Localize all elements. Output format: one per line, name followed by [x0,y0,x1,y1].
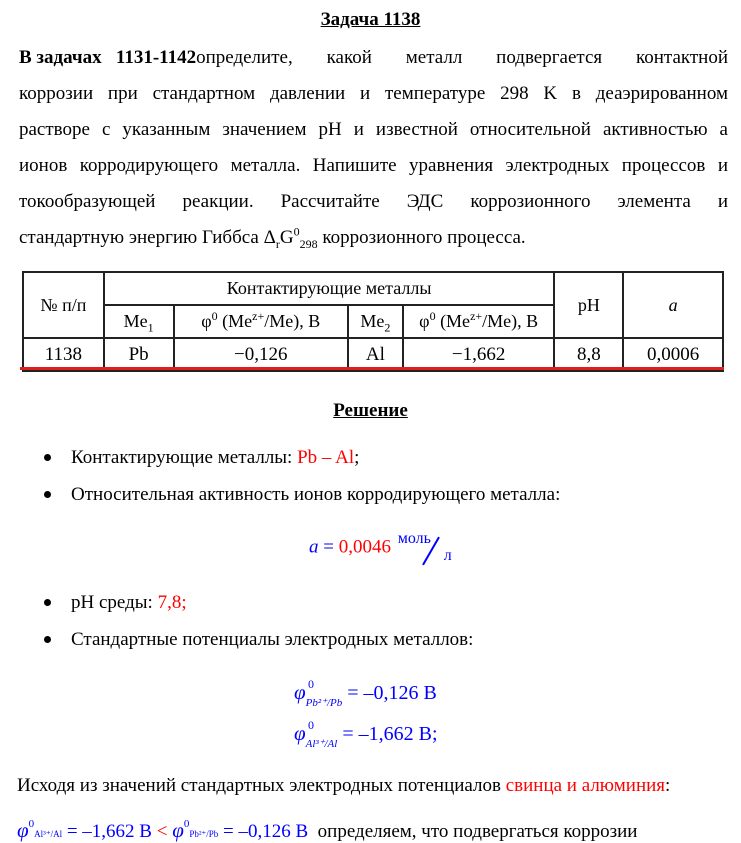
phi-al-sup: 0 [308,718,314,732]
phi-pb-value: = –0,126 B [342,682,437,704]
b1-value: Pb – Al [297,447,355,468]
bullet-activity [44,484,560,506]
activity-eq: = [318,536,339,558]
phi-al-symbol: φ [294,721,306,745]
task-line-1 [19,40,728,76]
unit-num: моль [397,530,431,547]
bullet-icon [44,636,51,643]
phi1-charge: z+ [252,309,265,323]
cell-me2: Al [348,338,403,371]
phi1-rest-a: (Me [217,311,253,331]
conclusion-metals: свинца и алюминия [505,775,666,796]
bullet-icon [44,491,51,498]
gibbs-post: коррозионного процесса. [317,227,526,248]
unit-fraction [396,530,456,566]
task-line-5: токообразующей реакции. Рассчитайте ЭДС коррозионного элемента и [19,191,728,212]
cmp-al-value: = –1,662 B [62,821,152,842]
cell-a: 0,0006 [623,338,723,371]
gibbs-sub-298: 298 [299,236,318,251]
phi2-rest-b: /Me), B [482,311,539,331]
phi-pb-symbol: φ [294,680,306,704]
header-contact-metals: Контактирующие металлы [104,272,555,305]
b1-label: Контактирующие металлы: [71,447,298,468]
header-me1 [104,305,174,338]
table-header-row-1 [23,272,723,305]
metals-table [22,271,724,372]
task-line-3: растворе с указанным значением pH и известной относительной активностью a [19,119,728,140]
task-line-2: коррозии при стандартном давлении и температуре 298 K в деаэрированном [19,83,728,104]
task-title: Задача 1138 [320,9,421,30]
activity-formula [309,530,456,566]
cell-phi2: −1,662 [403,338,555,371]
me1-text: Me [123,311,148,331]
gibbs-sub-r: r [275,236,280,251]
cmp-phi-pb-sub: Pb²⁺/Pb [189,829,219,839]
conclusion-end: : [665,775,671,796]
header-num: № п/п [23,272,104,338]
phi1-sup: 0 [211,309,218,323]
me2-sub: 2 [384,320,391,335]
cmp-phi-al: φ [17,818,29,842]
gibbs-sup: 0 [293,224,300,239]
cell-me1: Pb [104,338,174,371]
header-phi1 [174,305,348,338]
cmp-phi-al-sub: Al³⁺/Al [34,829,63,839]
header-me2 [348,305,403,338]
phi-pb-formula [294,677,437,709]
gibbs-g: G [279,227,294,248]
phi2-sup: 0 [429,309,436,323]
cell-ph: 8,8 [554,338,623,371]
solution-title: Решение [333,400,408,421]
header-phi2 [403,305,555,338]
task-range: В задачах 1131-1142 [19,47,197,68]
phi2-charge: z+ [470,309,483,323]
cell-phi1: −0,126 [174,338,348,371]
phi2-rest-a: (Me [435,311,471,331]
bullet-potentials [44,629,473,651]
cmp-phi-al-sup: 0 [28,818,35,830]
header-ph: pH [554,272,623,338]
b4-label: Стандартные потенциалы электродных металлов: [71,629,474,650]
cmp-phi-pb-sup: 0 [183,818,190,830]
bullet-icon [44,599,51,606]
task-line-4: ионов корродирующего металла. Напишите уравнения электродных процессов и [19,155,728,176]
cmp-text: определяем, что подвергаться коррозии [308,821,638,842]
phi1-rest-b: /Me), B [264,311,321,331]
b3-value: 7,8; [157,592,187,613]
bullet-icon [44,454,51,461]
bullet-contact-metals [44,447,359,469]
cmp-pb-value: = –0,126 B [218,821,309,842]
phi-pb-sup: 0 [308,677,314,691]
phi1-symbol: φ [201,311,212,331]
cell-num: 1138 [23,338,104,371]
unit-den: л [443,547,452,564]
me2-text: Me [360,311,385,331]
phi2-symbol: φ [419,311,430,331]
phi-al-value: = –1,662 B; [337,723,438,745]
b3-label: pH среды: [71,592,158,613]
phi-al-formula [294,718,438,750]
header-a [623,272,723,338]
comparison-line [17,818,729,843]
activity-var: a [309,536,319,558]
conclusion-text: Исходя из значений стандартных электродных потенциалов [17,775,506,796]
phi-pb-sub: Pb²⁺/Pb [305,697,343,709]
bullet-ph [44,592,187,614]
conclusion-line [17,775,729,797]
header-a-text: a [668,294,678,315]
me1-sub: 1 [147,320,154,335]
activity-value: 0,0046 [338,536,391,558]
red-underline [20,367,724,370]
task-line-1-rest: определите, какой металл подвергается контактной [196,47,728,68]
cmp-phi-pb: φ [172,818,184,842]
phi-al-sub: Al³⁺/Al [305,738,338,750]
gibbs-prefix: стандартную энергию Гиббса Δ [19,227,276,248]
b1-end: ; [354,447,360,468]
b2-label: Относительная активность ионов корродирующего металла: [71,484,561,505]
task-line-6 [19,220,728,256]
task-statement [19,40,728,256]
cmp-less-than: < [151,821,173,842]
